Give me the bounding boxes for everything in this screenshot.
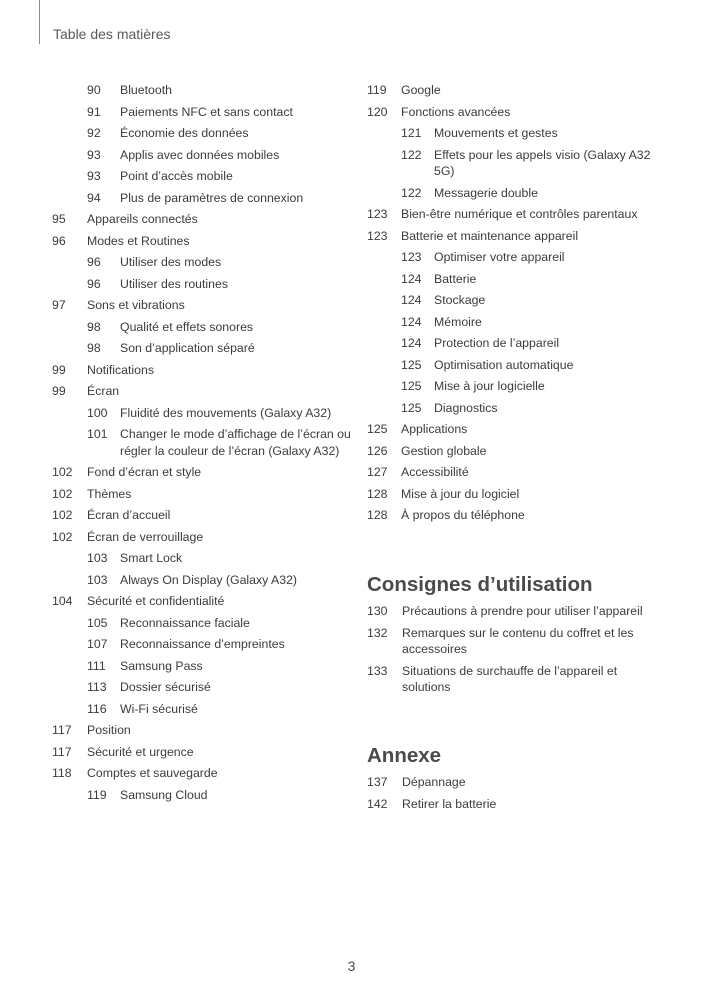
toc-entry[interactable]	[367, 185, 667, 207]
toc-entry-label: Écran de verrouillage	[87, 529, 204, 544]
toc-entry[interactable]	[52, 426, 352, 464]
toc-page-number: 127	[367, 465, 388, 479]
toc-entry-label: Applications	[401, 422, 468, 436]
toc-entry[interactable]	[367, 292, 667, 314]
toc-entry[interactable]	[52, 722, 352, 744]
toc-page-number: 96	[87, 255, 101, 269]
toc-entry[interactable]	[367, 104, 667, 126]
toc-entry-label: Mémoire	[434, 314, 482, 329]
toc-entry[interactable]	[367, 421, 667, 443]
toc-entry-label: Modes et Routines	[87, 233, 190, 248]
toc-entry-label: Mouvements et gestes	[434, 126, 558, 140]
toc-page-number: 117	[52, 723, 72, 737]
toc-page-number: 121	[401, 126, 422, 140]
toc-entry[interactable]	[52, 297, 352, 319]
toc-entry[interactable]	[52, 679, 352, 701]
toc-page-number: 98	[87, 319, 101, 334]
toc-entry-label: Optimiser votre appareil	[434, 250, 565, 264]
toc-entry[interactable]	[52, 168, 352, 190]
toc-list-right	[367, 82, 667, 529]
toc-entry[interactable]	[52, 550, 352, 572]
toc-entry-label: Position	[87, 723, 131, 737]
section-annexe	[367, 742, 667, 817]
toc-entry[interactable]	[52, 744, 352, 766]
toc-entry-label: Bluetooth	[120, 83, 172, 97]
toc-page-number: 98	[87, 341, 101, 355]
toc-list-left	[52, 82, 352, 808]
toc-entry-label: Google	[401, 83, 441, 97]
toc-entry[interactable]	[52, 104, 352, 126]
toc-page-number: 93	[87, 147, 101, 162]
toc-entry-label: Utiliser des modes	[120, 255, 222, 269]
toc-page-number: 123	[401, 250, 422, 264]
toc-page-number: 125	[401, 400, 422, 415]
toc-page-number: 137	[367, 775, 388, 789]
toc-page-number: 90	[87, 83, 101, 97]
toc-entry-label: Mise à jour logicielle	[434, 379, 545, 393]
toc-entry-label: Plus de paramètres de connexion	[120, 190, 304, 205]
toc-page-number: 119	[87, 787, 107, 802]
toc-entry[interactable]	[52, 636, 352, 658]
toc-page-number: 99	[52, 362, 66, 377]
toc-entry[interactable]	[52, 147, 352, 169]
section-title-consignes: Consignes d’utilisation	[367, 573, 593, 596]
toc-entry-label: Bien-être numérique et contrôles parentaux	[401, 207, 638, 221]
toc-entry-label: Applis avec données mobiles	[120, 147, 280, 162]
toc-entry-label: Thèmes	[87, 486, 132, 501]
toc-page-number: 102	[52, 486, 73, 501]
toc-page-number: 96	[87, 276, 101, 291]
toc-entry[interactable]	[52, 529, 352, 551]
toc-entry-label: Optimisation automatique	[434, 357, 574, 372]
toc-entry[interactable]	[367, 796, 667, 818]
toc-entry-label: Fonctions avancées	[401, 104, 511, 119]
toc-entry-label: Situations de surchauffe de l’appareil et solutions	[402, 663, 618, 694]
toc-entry-label: Effets pour les appels visio (Galaxy A32 5G)	[434, 147, 651, 178]
toc-entry-label: Mise à jour du logiciel	[401, 486, 520, 501]
toc-entry[interactable]	[367, 228, 667, 250]
toc-entry[interactable]	[52, 464, 352, 486]
page-header-title: Table des matières	[53, 26, 171, 42]
toc-entry[interactable]	[367, 507, 667, 529]
toc-entry[interactable]	[52, 405, 352, 427]
toc-entry-label: Retirer la batterie	[402, 796, 497, 811]
toc-entry[interactable]	[52, 362, 352, 384]
toc-entry-label: Gestion globale	[401, 443, 487, 458]
toc-entry[interactable]	[52, 486, 352, 508]
toc-entry-label: Reconnaissance d’empreintes	[120, 637, 285, 651]
toc-entry[interactable]	[52, 787, 352, 809]
toc-page-number: 105	[87, 615, 108, 630]
toc-entry-label: Smart Lock	[120, 551, 183, 565]
toc-page-number: 91	[87, 104, 101, 119]
toc-entry[interactable]	[367, 206, 667, 228]
toc-entry[interactable]	[367, 271, 667, 293]
toc-entry-label: Messagerie double	[434, 185, 538, 200]
toc-entry-label: Protection de l’appareil	[434, 336, 560, 350]
toc-entry-label: Dossier sécurisé	[120, 680, 211, 694]
toc-entry[interactable]	[367, 464, 667, 486]
toc-page-number: 97	[52, 298, 66, 312]
toc-page-number: 126	[367, 443, 388, 458]
toc-page-number: 99	[52, 384, 66, 398]
toc-page-number: 101	[87, 427, 108, 441]
toc-entry-label: Batterie	[434, 271, 477, 286]
toc-entry-label: Wi-Fi sécurisé	[120, 701, 198, 716]
toc-entry[interactable]	[367, 486, 667, 508]
toc-entry[interactable]	[52, 593, 352, 615]
toc-page-number: 118	[52, 766, 72, 780]
toc-page-number: 104	[52, 594, 73, 608]
toc-page-number: 94	[87, 190, 101, 205]
toc-page-number: 102	[52, 508, 73, 522]
toc-entry[interactable]	[52, 507, 352, 529]
toc-entry-label: Reconnaissance faciale	[120, 615, 250, 630]
toc-list-consignes	[367, 603, 667, 701]
toc-page-number: 125	[401, 357, 422, 372]
toc-entry[interactable]	[367, 603, 667, 625]
toc-page-number: 92	[87, 126, 101, 140]
toc-page-number: 100	[87, 405, 108, 420]
toc-entry[interactable]	[367, 249, 667, 271]
toc-entry-label: Appareils connectés	[87, 212, 198, 226]
toc-page-number: 125	[367, 422, 388, 436]
toc-entry[interactable]	[52, 340, 352, 362]
toc-entry-label: Qualité et effets sonores	[120, 319, 254, 334]
toc-page-number: 103	[87, 551, 108, 565]
toc-entry[interactable]	[367, 335, 667, 357]
toc-entry-label: Always On Display (Galaxy A32)	[120, 572, 298, 587]
toc-entry[interactable]	[52, 125, 352, 147]
toc-entry-label: Paiements NFC et sans contact	[120, 104, 293, 119]
toc-entry-label: Samsung Cloud	[120, 787, 208, 802]
toc-entry-label: Notifications	[87, 362, 154, 377]
toc-entry[interactable]	[52, 190, 352, 212]
toc-entry[interactable]	[367, 378, 667, 400]
toc-entry[interactable]	[367, 147, 667, 185]
toc-entry-label: Point d’accès mobile	[120, 169, 233, 183]
toc-entry-label: Précautions à prendre pour utiliser l’appareil	[402, 604, 643, 618]
toc-entry[interactable]	[52, 276, 352, 298]
toc-entry[interactable]	[367, 314, 667, 336]
toc-page-number: 117	[52, 744, 72, 759]
toc-entry-label: Sons et vibrations	[87, 298, 185, 312]
toc-entry[interactable]	[367, 625, 667, 663]
toc-page-number: 120	[367, 104, 388, 119]
toc-entry-label: Accessibilité	[401, 465, 469, 479]
toc-page-number: 102	[52, 529, 73, 544]
toc-entry[interactable]	[367, 357, 667, 379]
toc-entry[interactable]	[52, 319, 352, 341]
toc-page-number: 102	[52, 465, 73, 479]
toc-page-number: 96	[52, 233, 66, 248]
toc-entry-label: Économie des données	[120, 126, 249, 140]
toc-entry-label: Stockage	[434, 293, 486, 307]
toc-entry[interactable]	[367, 82, 667, 104]
toc-entry[interactable]	[52, 615, 352, 637]
toc-page-number: 119	[367, 83, 387, 97]
toc-page-number: 116	[87, 701, 107, 716]
toc-page-number: 95	[52, 212, 66, 226]
toc-page-number: 128	[367, 486, 388, 501]
toc-entry-label: Sécurité et urgence	[87, 744, 194, 759]
toc-page-number: 123	[367, 207, 388, 221]
toc-entry-label: Remarques sur le contenu du coffret et les accessoires	[402, 625, 634, 656]
toc-entry-label: Fond d’écran et style	[87, 465, 202, 479]
toc-entry-label: Diagnostics	[434, 400, 498, 415]
toc-right-column	[367, 82, 667, 529]
toc-entry[interactable]	[52, 658, 352, 680]
toc-entry-label: Écran	[87, 384, 120, 398]
toc-entry-label: Utiliser des routines	[120, 276, 228, 291]
toc-left-column	[52, 82, 352, 808]
toc-page-number: 113	[87, 680, 107, 694]
toc-entry-label: Changer le mode d’affichage de l’écran ou régler la couleur de l’écran (Galaxy A32)	[120, 427, 351, 458]
toc-entry[interactable]	[367, 443, 667, 465]
toc-entry-label: Son d’application séparé	[120, 341, 255, 355]
toc-entry[interactable]	[367, 400, 667, 422]
section-title-annexe: Annexe	[367, 744, 442, 767]
toc-entry[interactable]	[52, 254, 352, 276]
toc-page-number: 122	[401, 147, 422, 162]
toc-entry-label: Dépannage	[402, 775, 466, 789]
page-number: 3	[347, 958, 356, 974]
toc-page-number: 142	[367, 796, 388, 811]
toc-entry-label: Comptes et sauvegarde	[87, 766, 218, 780]
toc-page-number: 133	[367, 663, 388, 678]
toc-page-number: 130	[367, 604, 388, 618]
toc-page-number: 124	[401, 314, 422, 329]
header-divider	[39, 0, 40, 44]
toc-entry-label: Fluidité des mouvements (Galaxy A32)	[120, 405, 332, 420]
toc-page-number: 128	[367, 508, 388, 522]
toc-page-number: 93	[87, 169, 101, 183]
toc-entry[interactable]	[52, 233, 352, 255]
toc-entry[interactable]	[52, 211, 352, 233]
section-consignes	[367, 571, 667, 701]
toc-page-number: 122	[401, 185, 422, 200]
toc-page-number: 111	[87, 658, 106, 673]
toc-page-number: 103	[87, 572, 108, 587]
toc-entry[interactable]	[52, 701, 352, 723]
toc-entry[interactable]	[367, 774, 667, 796]
toc-entry-label: Écran d’accueil	[87, 508, 171, 522]
toc-entry[interactable]	[52, 383, 352, 405]
toc-entry-label: Batterie et maintenance appareil	[401, 228, 579, 243]
toc-entry[interactable]	[367, 125, 667, 147]
toc-page-number: 124	[401, 271, 422, 286]
toc-page-number: 125	[401, 379, 422, 393]
toc-page-number: 124	[401, 336, 422, 350]
toc-page-number: 132	[367, 625, 388, 640]
toc-entry-label: Sécurité et confidentialité	[87, 594, 225, 608]
toc-page-number: 123	[367, 228, 388, 243]
toc-entry[interactable]	[52, 82, 352, 104]
toc-list-annexe	[367, 774, 667, 817]
toc-entry-label: À propos du téléphone	[401, 508, 525, 522]
toc-entry[interactable]	[52, 572, 352, 594]
toc-entry-label: Samsung Pass	[120, 658, 203, 673]
toc-entry[interactable]	[367, 663, 667, 701]
toc-page-number: 124	[401, 293, 422, 307]
toc-page-number: 107	[87, 637, 108, 651]
toc-entry[interactable]	[52, 765, 352, 787]
